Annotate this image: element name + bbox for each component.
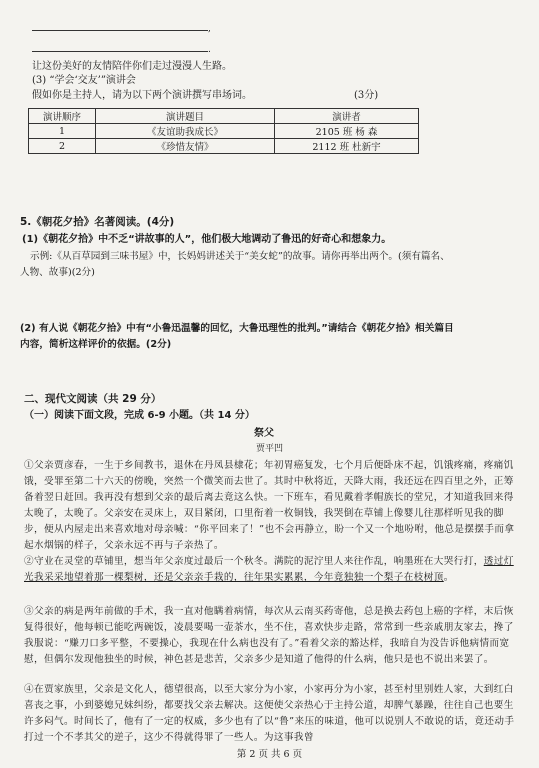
question-3-prompt: 假如你是主持人，请为以下两个演讲撰写串场词。 (32, 90, 252, 101)
essay-paragraph-3: ③父亲的病是两年前做的手术，我一直对他瞒着病情，每次从云南买药寄他，总是换去药包上癌的字样，末后恢复得很好，他每顿已能吃两碗饭，凌晨要喝一壶茶水，坐不住，喜欢快步走路，常常到一些亲戚朋友家去，搀了我服说：“赚刀口多平整，不要操心，我现在什么病也没有了。”看着父亲的豁达样，我暗自为没告诉他病情而宽慰，但偶尔发现他独坐的时候，神色甚是悲苦，父亲多少是知道了他得的什么病，他只是也不说出来罢了。 (24, 606, 514, 665)
question-5-part-2: (2) 有人说《朝花夕拾》中有“小鲁迅温馨的回忆，大鲁迅理性的批判。”请结合《朝花夕拾》相关篇目 (20, 323, 454, 334)
section-2-title: 二、现代文阅读（共 29 分） (24, 393, 162, 405)
essay-paragraph-1: ①父亲贾彦春，一生于乡间教书，退休在丹凤县棣花；年初胃癌复发，七个月后便卧床不起，饥饿疼痛，疼痛饥饿，受罪至第二十六天的傍晚，突然一个微笑而去世了。其时中秋将近，天降大雨，我还远在四百里之外，正筹备着翌日赶回。我再没有想到父亲的最后离去竟这么快。一下班车，看见戴着孝帽族长的堂兄，才知道我回来得太晚了，太晚了。父亲安在灵床上，双目紧闭，口里衔着一枚铜钱，我哭倒在草铺上像婴儿往那样听见我的脚步，便从内屋走出来喜欢地对母亲喊：“你平回来了！”也不会再静立，盼一个又一个地吩咐，他总是摆摆手而拿起水烟锅的样子，父亲永远不再与子亲热了。 (24, 460, 515, 551)
underlined-sentence-end: 树顶 (423, 572, 444, 583)
essay-title: 祭父 (254, 428, 274, 439)
closing-sentence: 让这份美好的友情陪伴你们走过漫漫人生路。 (32, 61, 232, 72)
question-3-title: (3) “学会‘交友’”演讲会 (32, 75, 136, 86)
essay-paragraph-4: ④在贾家族里，父亲是文化人，德望很高，以至大家分为小家，小家再分为小家，甚至村里别姓人家，大到红白喜丧之事，小到婆媳兄妹纠纷，都要找父亲去解决。这便使父亲热心于主持公道，却脾气暴躁，往往自己也要生许多闷气。时间长了，他有了一定的权威，多少也有了以“鲁”来压的味道，他可以说别人不敢说的话，竟还动手打过一个不孝其父的逆子，这少不得就得罪了一些人。为这事我曾 (24, 684, 515, 743)
essay-paragraph-2 (24, 554, 516, 586)
table-cell: 1 (29, 124, 96, 139)
question-5-example-cont: 人物、故事)(2分) (20, 267, 95, 278)
question-3-score: (3分) (354, 90, 379, 101)
table-cell: 2 (29, 139, 96, 154)
answer-blank-line[interactable] (32, 30, 208, 31)
blank-end-mark: , (208, 24, 211, 34)
table-header-cell: 演讲顺序 (29, 109, 96, 124)
page-footer: 第 2 页 共 6 页 (236, 749, 303, 760)
table-cell: 2112 班 杜新宇 (275, 139, 419, 154)
underlined-sentence: 透过灯光我采采地望着那一棵梨树，还是父亲亲手栽的，往年果实累累，今年竟独独一个梨子在枝 (24, 556, 514, 583)
table-header-cell: 演讲题目 (96, 109, 275, 124)
table-header-cell: 演讲者 (275, 109, 419, 124)
essay-author: 贾平凹 (256, 444, 284, 454)
paragraph-2-start: ②守业在灵堂的草铺里，想当年父亲度过最后一个秋冬。满院的泥泞里人来往作乱，响墨班在大哭行打， (24, 556, 484, 567)
table-row (29, 139, 419, 154)
question-5-part-1: (1)《朝花夕拾》中不乏“讲故事的人”，他们极大地调动了鲁迅的好奇心和想象力。 (22, 234, 392, 245)
question-5-part-2-cont: 内容，简析这样评价的依据。(2分) (20, 339, 172, 350)
answer-blank-line[interactable] (32, 51, 208, 52)
speech-order-table (28, 108, 419, 154)
question-5-example: 示例:《从百草园到三味书屋》中，长妈妈讲述关于“美女蛇”的故事。请你再举出两个。(须有篇名、 (30, 251, 450, 262)
table-cell: 2105 班 杨 森 (275, 124, 419, 139)
table-cell: 《珍惜友情》 (96, 139, 275, 154)
table-header-row (29, 109, 419, 124)
table-row (29, 124, 419, 139)
section-2-subsection-1: （一）阅读下面文段，完成 6-9 小题。（共 14 分） (24, 410, 255, 421)
table-cell: 《友谊助我成长》 (96, 124, 275, 139)
blank-end-mark: . (208, 45, 211, 55)
paragraph-2-end: 。 (443, 572, 454, 583)
question-5-title: 5.《朝花夕拾》名著阅读。(4分) (20, 216, 175, 228)
